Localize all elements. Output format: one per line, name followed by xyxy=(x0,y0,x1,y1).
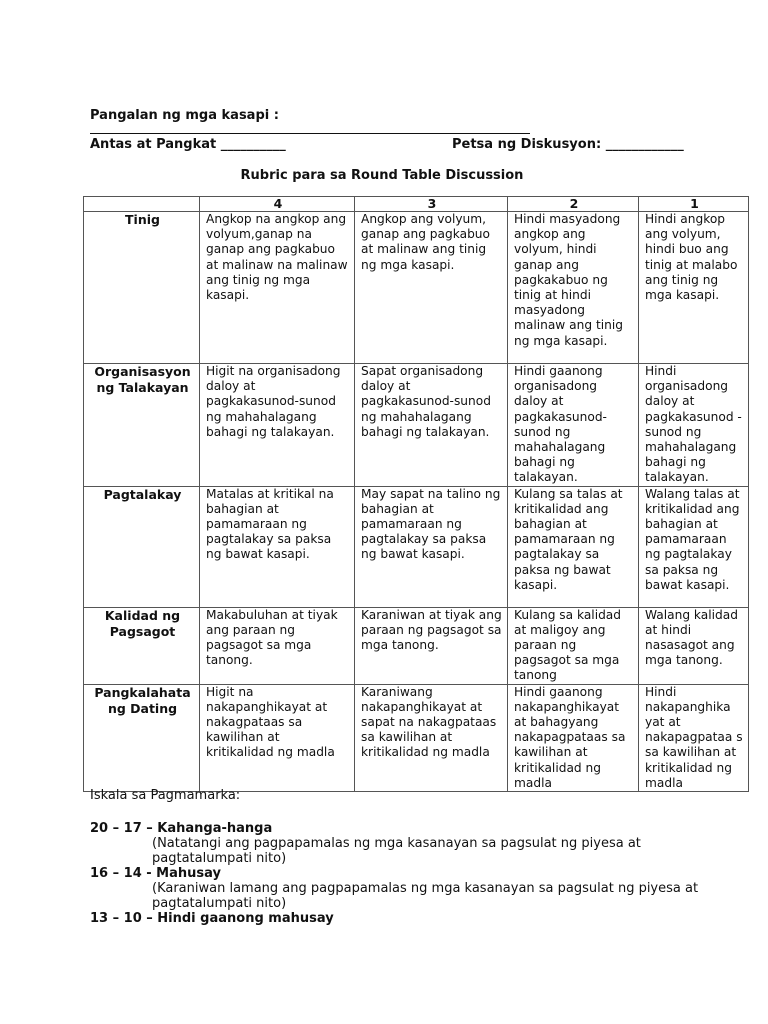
criterion-cell: Pagtalakay xyxy=(84,486,200,607)
rubric-cell: Hindi masyadong angkop ang volyum, hindi ganap ang pagkakabuo ng tinig at hindi masyadong malinaw ang tinig ng mga kasapi. xyxy=(508,212,639,364)
scale-range: 13 – 10 – Hindi gaanong mahusay xyxy=(90,911,334,926)
scale-description: (Natatangi ang pagpapamalas ng mga kasanayan sa pagsulat ng piyesa at pagtatalumpati nito) xyxy=(152,836,641,866)
table-row xyxy=(84,684,749,791)
rubric-cell: May sapat na talino ng bahagian at pamamaraan ng pagtalakay sa paksa ng bawat kasapi. xyxy=(355,486,508,607)
header-cell-criterion xyxy=(84,197,200,212)
rubric-cell: Walang talas at kritikalidad ang bahagian at pamamaraan ng pagtalakay sa paksa ng bawat kasapi. xyxy=(639,486,749,607)
header-cell-score-3: 3 xyxy=(355,197,508,212)
rubric-cell: Hindi nakapanghika yat at nakapagpataa s sa kawilihan at kritikalidad ng madla xyxy=(639,684,749,791)
rubric-cell: Matalas at kritikal na bahagian at pamamaraan ng pagtalakay sa paksa ng bawat kasapi. xyxy=(200,486,355,607)
scale-range: 16 – 14 - Mahusay xyxy=(90,866,221,881)
rubric-cell: Angkop ang volyum, ganap ang pagkabuo at malinaw ang tinig ng mga kasapi. xyxy=(355,212,508,364)
header-cell-score-1: 1 xyxy=(639,197,749,212)
rubric-title-text: Rubric para sa Round Table Discussion xyxy=(240,168,524,183)
members-underline xyxy=(90,133,530,134)
rubric-cell: Sapat organisadong daloy at pagkakasunod-sunod ng mahahalagang bahagi ng talakayan. xyxy=(355,364,508,487)
criterion-cell: Pangkalahata ng Dating xyxy=(84,684,200,791)
table-row xyxy=(84,607,749,684)
table-row xyxy=(84,364,749,487)
scale-description: (Karaniwan lamang ang pagpapamalas ng mga kasanayan sa pagsulat ng piyesa at pagtatalumpati nito) xyxy=(152,881,699,911)
members-label: Pangalan ng mga kasapi : xyxy=(90,108,279,123)
criterion-cell: Organisasyon ng Talakayan xyxy=(84,364,200,487)
rubric-cell: Higit na nakapanghikayat at nakagpataas sa kawilihan at kritikalidad ng madla xyxy=(200,684,355,791)
header-cell-score-4: 4 xyxy=(200,197,355,212)
table-row xyxy=(84,212,749,364)
header-cell-score-2: 2 xyxy=(508,197,639,212)
rubric-cell: Hindi organisadong daloy at pagkakasunod -sunod ng mahahalagang bahagi ng talakayan. xyxy=(639,364,749,487)
discussion-date-label: Petsa ng Diskusyon: ____________ xyxy=(452,137,684,152)
criterion-cell: Tinig xyxy=(84,212,200,364)
rubric-cell: Hindi angkop ang volyum, hindi buo ang tinig at malabo ang tinig ng mga kasapi. xyxy=(639,212,749,364)
rubric-cell: Kulang sa kalidad at maligoy ang paraan ng pagsagot sa mga tanong xyxy=(508,607,639,684)
scale-range: 20 – 17 – Kahanga-hanga xyxy=(90,821,273,836)
grading-scale-label: Iskala sa Pagmamarka: xyxy=(90,788,241,803)
rubric-cell: Makabuluhan at tiyak ang paraan ng pagsagot sa mga tanong. xyxy=(200,607,355,684)
rubric-cell: Hindi gaanong organisadong daloy at pagkakasunod-sunod ng mahahalagang bahagi ng talakayan. xyxy=(508,364,639,487)
rubric-cell: Karaniwan at tiyak ang paraan ng pagsagot sa mga tanong. xyxy=(355,607,508,684)
criterion-cell: Kalidad ng Pagsagot xyxy=(84,607,200,684)
rubric-title xyxy=(0,168,768,183)
rubric-cell: Angkop na angkop ang volyum,ganap na ganap ang pagkabuo at malinaw na malinaw ang tinig ng mga kasapi. xyxy=(200,212,355,364)
rubric-table xyxy=(83,196,749,792)
grade-section-label: Antas at Pangkat __________ xyxy=(90,137,286,152)
rubric-cell: Higit na organisadong daloy at pagkakasunod-sunod ng mahahalagang bahagi ng talakayan. xyxy=(200,364,355,487)
rubric-cell: Hindi gaanong nakapanghikayat at bahagyang nakapagpataas sa kawilihan at kritikalidad ng madla xyxy=(508,684,639,791)
rubric-cell: Walang kalidad at hindi nasasagot ang mga tanong. xyxy=(639,607,749,684)
rubric-cell: Karaniwang nakapanghikayat at sapat na nakagpataas sa kawilihan at kritikalidad ng madla xyxy=(355,684,508,791)
grading-scale xyxy=(90,788,730,926)
rubric-cell: Kulang sa talas at kritikalidad ang bahagian at pamamaraan ng pagtalakay sa paksa ng bawat kasapi. xyxy=(508,486,639,607)
rubric-header-row xyxy=(84,197,749,212)
table-row xyxy=(84,486,749,607)
